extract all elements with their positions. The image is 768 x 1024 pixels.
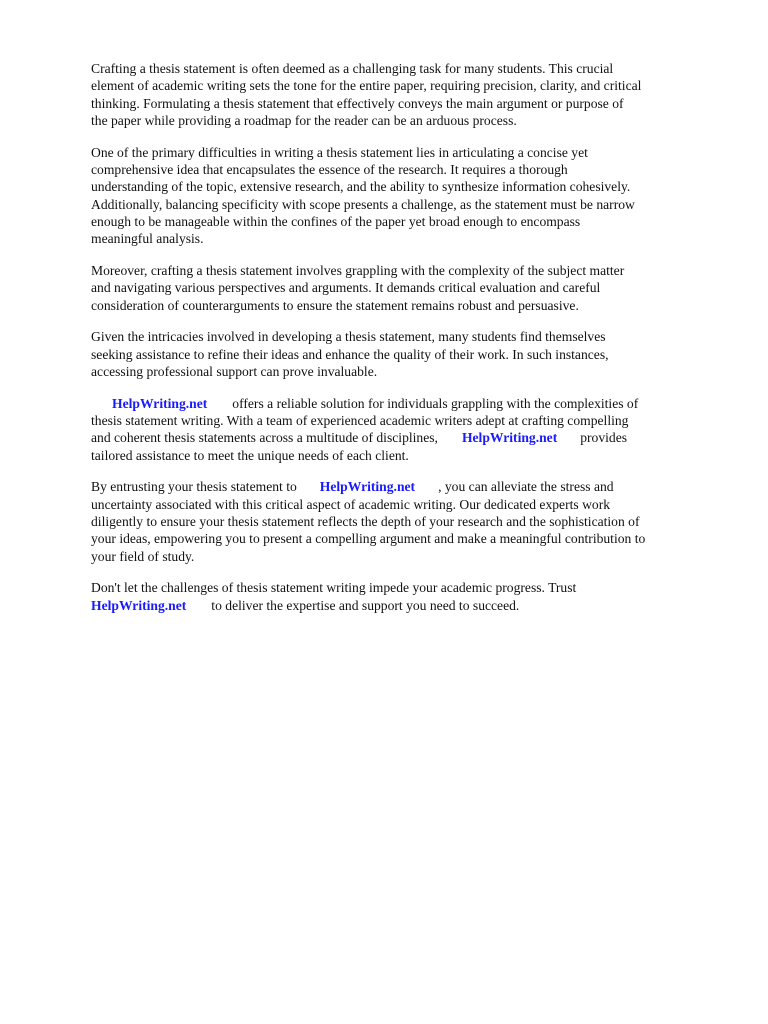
helpwriting-link[interactable]: HelpWriting.net [91,597,187,613]
paragraph-service-offer [91,395,727,464]
paragraph-intro: Crafting a thesis statement is often deemed as a challenging task for many students. This crucial element of academic writing sets the tone for the entire paper, requiring precision, clarity, and critical thinking. Formulating a thesis statement that effectively conveys the main argument or purpose of the paper while providing a roadmap for the reader can be an arduous process. [91,61,642,128]
paragraph-call-to-action-text-1: Don't let the challenges of thesis statement writing impede your academic progress. Trust [91,580,577,596]
paragraph-service-offer-text-2: provides tailored assistance to meet the unique needs of each client. [91,430,628,463]
helpwriting-link[interactable]: HelpWriting.net [112,395,208,411]
document-body [91,60,727,629]
paragraph-service-offer-text-1: offers a reliable solution for individuals grappling with the complexities of thesis statement writing. With a team of experienced academic writers adept at crafting compelling and coherent thesis statements across a multitude of disciplines, [91,395,639,446]
paragraph-entrusting [91,478,727,564]
paragraph-complexity: Moreover, crafting a thesis statement involves grappling with the complexity of the subject matter and navigating various perspectives and arguments. It demands critical evaluation and careful consideration of counterarguments to ensure the statement remains robust and persuasive. [91,262,625,313]
paragraph-entrusting-text-1: By entrusting your thesis statement to [91,479,297,495]
paragraph-difficulties: One of the primary difficulties in writing a thesis statement lies in articulating a concise yet comprehensive idea that encapsulates the essence of the research. It requires a thorough understanding of the topic, extensive research, and the ability to synthesize information cohesively. Additionally, balancing specificity with scope presents a challenge, as the statement must be narrow enough to be manageable within the confines of the paper yet broad enough to encompass meaningful analysis. [91,144,635,247]
helpwriting-link[interactable]: HelpWriting.net [319,479,416,495]
helpwriting-link[interactable]: HelpWriting.net [461,430,558,446]
paragraph-call-to-action-text-2: to deliver the expertise and support you need to succeed. [211,597,520,613]
paragraph-assistance: Given the intricacies involved in developing a thesis statement, many students find themselves seeking assistance to refine their ideas and enhance the quality of their work. In such instances, accessing professional support can prove invaluable. [91,329,609,379]
paragraph-entrusting-text-2: , you can alleviate the stress and uncertainty associated with this critical aspect of academic writing. Our dedicated experts work diligently to ensure your thesis statement reflects the depth of your research and the sophistication of your ideas, empowering you to present a compelling argument and make a meaningful contribution to your field of study. [91,479,646,564]
paragraph-call-to-action [91,579,727,614]
